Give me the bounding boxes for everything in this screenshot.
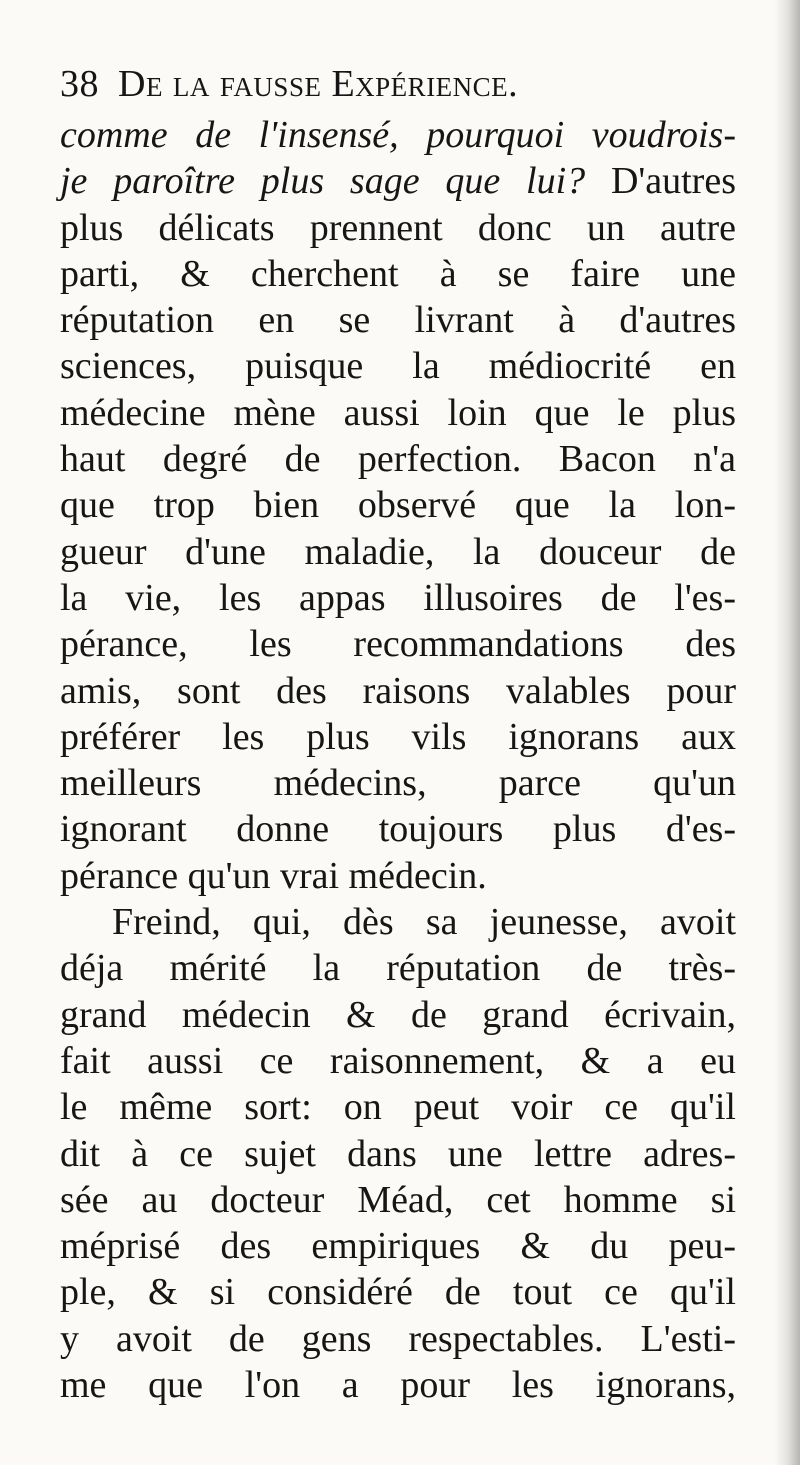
text-segment: grand médecin & de grand écrivain, — [60, 993, 736, 1036]
text-line — [60, 945, 736, 991]
text-line — [60, 575, 736, 621]
text-line — [60, 992, 736, 1038]
text-line — [60, 1316, 736, 1362]
text-line — [60, 1362, 736, 1408]
text-line — [60, 899, 736, 945]
text-segment: la vie, les appas illusoires de l'es- — [60, 576, 736, 619]
text-segment: sciences, puisque la médiocrité en — [60, 345, 736, 388]
text-line — [60, 251, 736, 297]
text-line — [60, 1131, 736, 1177]
text-line — [60, 1038, 736, 1084]
text-segment: réputation en se livrant à d'autres — [60, 299, 736, 342]
text-line — [60, 621, 736, 667]
text-segment: le même sort: on peut voir ce qu'il — [60, 1086, 736, 1129]
text-segment: Freind, qui, dès sa jeunesse, avoit — [112, 901, 736, 944]
text-line — [60, 343, 736, 389]
text-line — [60, 1177, 736, 1223]
text-line — [60, 714, 736, 760]
running-head — [60, 58, 750, 110]
text-line — [60, 529, 736, 575]
text-line — [60, 482, 736, 528]
text-segment: méprisé des empiriques & du peu- — [60, 1225, 736, 1268]
text-line — [60, 760, 736, 806]
running-title: De la fausse Expérience. — [118, 63, 519, 105]
text-line — [60, 112, 736, 158]
text-line — [60, 158, 736, 204]
text-line — [60, 436, 736, 482]
text-segment: amis, sont des raisons valables pour — [60, 669, 736, 712]
text-segment: que trop bien observé que la lon- — [60, 484, 736, 527]
text-line — [60, 668, 736, 714]
text-line — [60, 205, 736, 251]
text-segment: meilleurs médecins, parce qu'un — [60, 762, 736, 805]
text-line — [60, 853, 736, 899]
text-line — [60, 1223, 736, 1269]
text-segment: plus délicats prennent donc un autre — [60, 206, 736, 249]
text-segment: fait aussi ce raisonnement, & a eu — [60, 1039, 736, 1082]
text-segment: médecine mène aussi loin que le plus — [60, 391, 736, 434]
text-segment: parti, & cherchent à se faire une — [60, 252, 736, 295]
page-number: 38 — [60, 63, 99, 105]
text-segment: préférer les plus vils ignorans aux — [60, 715, 736, 758]
italic-text-segment: je paroître plus sage que lui? — [60, 160, 586, 203]
text-segment: dit à ce sujet dans une lettre adres- — [60, 1132, 736, 1175]
text-segment: gueur d'une maladie, la douceur de — [60, 530, 736, 573]
text-segment: y avoit de gens respectables. L'esti- — [60, 1317, 736, 1360]
text-line — [60, 297, 736, 343]
text-segment: ignorant donne toujours plus d'es- — [60, 808, 736, 851]
text-line — [60, 390, 736, 436]
text-segment: pérance qu'un vrai médecin. — [60, 854, 487, 897]
text-line — [60, 806, 736, 852]
text-line — [60, 1269, 736, 1315]
text-segment: D'autres — [585, 160, 736, 203]
text-line — [60, 1084, 736, 1130]
text-segment: sée au docteur Méad, cet homme si — [60, 1178, 736, 1221]
text-segment: me que l'on a pour les ignorans, — [60, 1364, 736, 1407]
text-segment: pérance, les recommandations des — [60, 623, 736, 666]
text-segment: haut degré de perfection. Bacon n'a — [60, 438, 736, 481]
text-segment: ple, & si considéré de tout ce qu'il — [60, 1271, 736, 1314]
page-edge-shadow — [774, 0, 800, 1465]
italic-text-segment: comme de l'insensé, pourquoi voudrois- — [60, 114, 736, 156]
text-segment: déja mérité la réputation de très- — [60, 947, 736, 990]
body-text — [60, 112, 736, 1408]
